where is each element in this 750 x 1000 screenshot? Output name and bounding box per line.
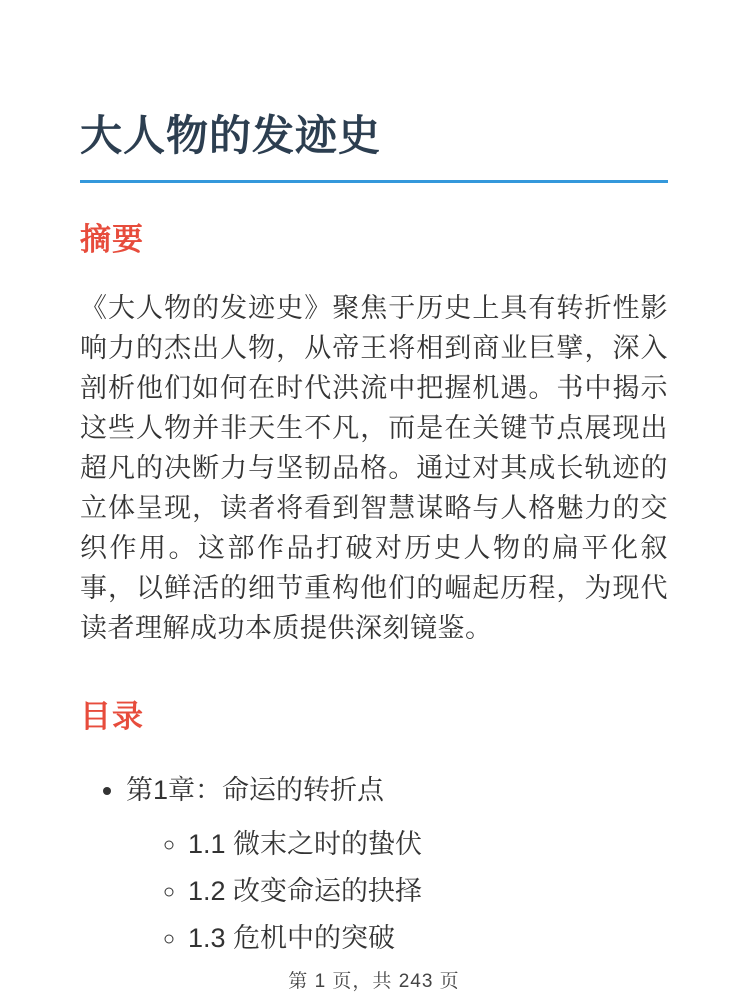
abstract-heading: 摘要	[80, 222, 144, 258]
toc-heading: 目录	[80, 699, 144, 735]
toc-chapter-item	[126, 770, 668, 958]
toc-chapter-label: 第1章：命运的转折点	[126, 774, 385, 805]
toc-sublist	[126, 824, 668, 958]
title-divider	[80, 180, 668, 183]
page-footer: 第 1 页，共 243 页	[288, 970, 460, 992]
toc-subitem: ◦ 1.1 微末之时的蛰伏	[188, 824, 668, 864]
toc-subitem: ◦ 1.2 改变命运的抉择	[188, 871, 668, 911]
abstract-paragraph: 《大人物的发迹史》聚焦于历史上具有转折性影响力的杰出人物，从帝王将相到商业巨擘，深入剖析他们如何在时代洪流中把握机遇。书中揭示这些人物并非天生不凡，而是在关键节点展现出超凡的决断力与坚韧品格。通过对其成长轨迹的立体呈现，读者将看到智慧谋略与人格魅力的交织作用。这部作品打破对历史人物的扁平化叙事，以鲜活的细节重构他们的崛起历程，为现代读者理解成功本质提供深刻镜鉴。	[80, 293, 668, 644]
toc-list	[80, 770, 668, 966]
page-title: 大人物的发迹史	[80, 112, 382, 159]
toc-subitem: ◦ 1.3 危机中的突破	[188, 918, 668, 958]
